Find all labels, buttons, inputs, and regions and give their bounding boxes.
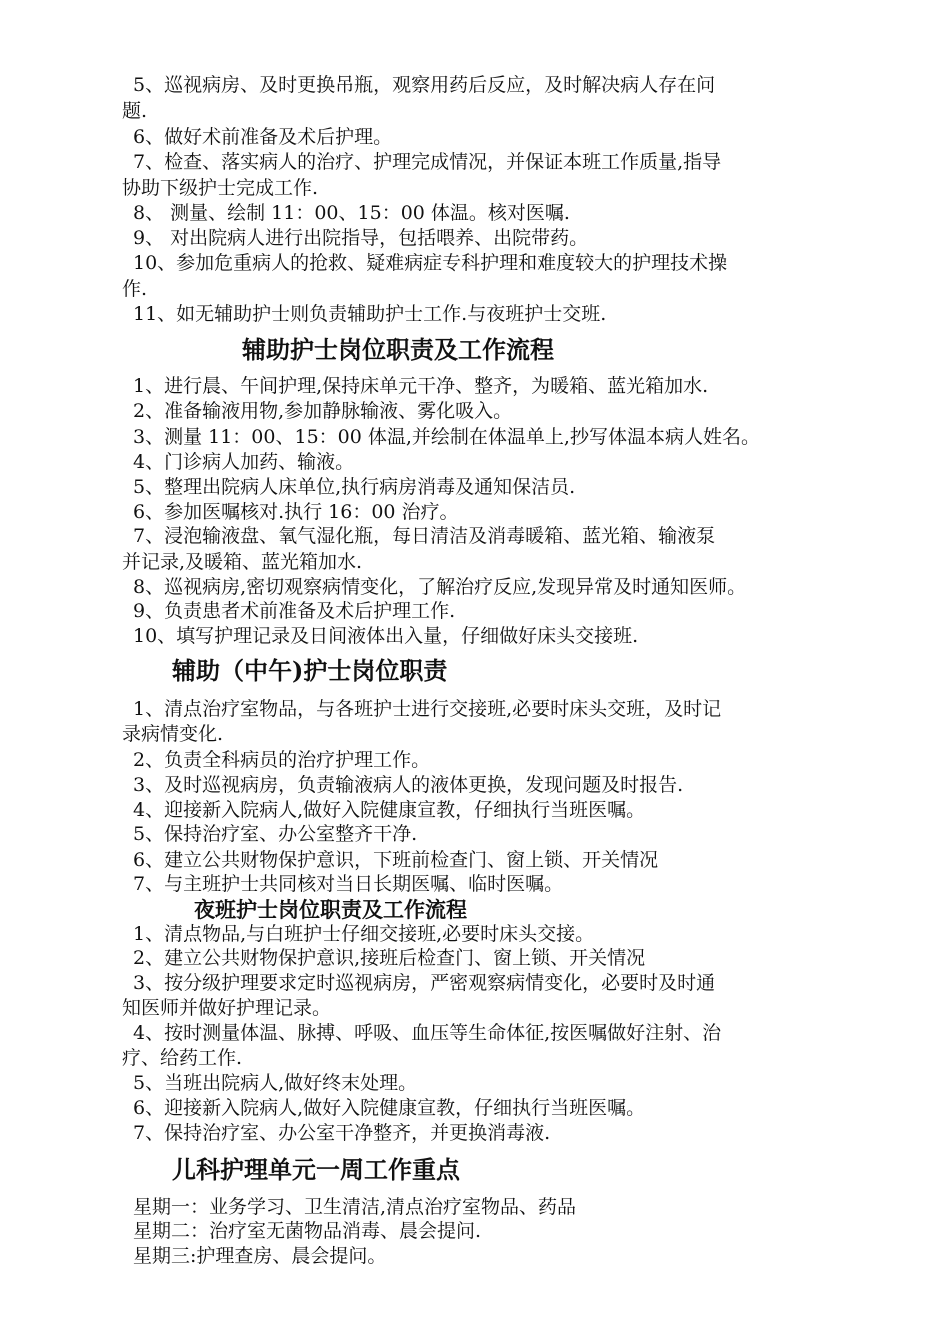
list-item: 4、门诊病人加药、输液。 (133, 451, 355, 473)
list-item: 9、负责患者术前准备及术后护理工作. (133, 600, 456, 622)
list-item: 6、迎接新入院病人,做好入院健康宣教，仔细执行当班医嘱。 (133, 1097, 646, 1119)
list-item: 2、准备输液用物,参加静脉输液、雾化吸入。 (133, 400, 513, 422)
list-item: 作. (122, 278, 148, 300)
list-item: 5、巡视病房、及时更换吊瓶，观察用药后反应，及时解决病人存在问 (133, 74, 716, 96)
list-item: 6、做好术前准备及术后护理。 (133, 126, 393, 148)
list-item: 星期一：业务学习、卫生清洁,清点治疗室物品、药品 (133, 1196, 577, 1218)
list-item: 4、迎接新入院病人,做好入院健康宣教，仔细执行当班医嘱。 (133, 799, 646, 821)
list-item: 8、巡视病房,密切观察病情变化，了解治疗反应,发现异常及时通知医师。 (133, 576, 747, 598)
list-item: 7、保持治疗室、办公室干净整齐，并更换消毒液. (133, 1122, 551, 1144)
section-title: 辅助护士岗位职责及工作流程 (242, 335, 554, 364)
list-item: 协助下级护士完成工作. (122, 177, 319, 199)
list-item: 3、测量 11：00、15：00 体温,并绘制在体温单上,抄写体温本病人姓名。 (133, 426, 760, 448)
list-item: 8、 测量、绘制 11：00、15：00 体温。核对医嘱. (133, 202, 570, 224)
list-item: 1、进行晨、午间护理,保持床单元干净、整齐，为暖箱、蓝光箱加水. (133, 375, 709, 397)
list-item: 1、清点物品,与白班护士仔细交接班,必要时床头交接。 (133, 923, 595, 945)
list-item: 6、参加医嘱核对.执行 16：00 治疗。 (133, 501, 459, 523)
section-title: 儿科护理单元一周工作重点 (172, 1155, 460, 1184)
list-item: 6、建立公共财物保护意识，下班前检查门、窗上锁、开关情况 (133, 849, 659, 871)
list-item: 3、及时巡视病房，负责输液病人的液体更换，发现问题及时报告. (133, 774, 684, 796)
list-item: 7、浸泡输液盘、氧气湿化瓶，每日清洁及消毒暖箱、蓝光箱、输液泵 (133, 525, 716, 547)
list-item: 录病情变化. (122, 723, 224, 745)
list-item: 10、参加危重病人的抢救、疑难病症专科护理和难度较大的护理技术操 (133, 252, 728, 274)
list-item: 疗、给药工作. (122, 1047, 243, 1069)
list-item: 7、检查、落实病人的治疗、护理完成情况，并保证本班工作质量,指导 (133, 151, 722, 173)
list-item: 5、整理出院病人床单位,执行病房消毒及通知保洁员. (133, 476, 576, 498)
section-title: 辅助（中午)护士岗位职责 (172, 656, 448, 685)
list-item: 2、负责全科病员的治疗护理工作。 (133, 749, 431, 771)
list-item: 知医师并做好护理记录。 (122, 997, 332, 1019)
list-item: 星期二：治疗室无菌物品消毒、晨会提问. (133, 1220, 482, 1242)
list-item: 题. (122, 100, 148, 122)
list-item: 并记录,及暖箱、蓝光箱加水. (122, 551, 363, 573)
list-item: 5、当班出院病人,做好终末处理。 (133, 1072, 418, 1094)
list-item: 星期三:护理查房、晨会提问。 (133, 1245, 387, 1267)
list-item: 1、清点治疗室物品，与各班护士进行交接班,必要时床头交班，及时记 (133, 698, 722, 720)
list-item: 9、 对出院病人进行出院指导，包括喂养、出院带药。 (133, 227, 589, 249)
section-title: 夜班护士岗位职责及工作流程 (194, 897, 467, 922)
list-item: 2、建立公共财物保护意识,接班后检查门、窗上锁、开关情况 (133, 947, 646, 969)
list-item: 5、保持治疗室、办公室整齐干净. (133, 823, 418, 845)
list-item: 7、与主班护士共同核对当日长期医嘱、临时医嘱。 (133, 873, 564, 895)
list-item: 10、填写护理记录及日间液体出入量，仔细做好床头交接班. (133, 625, 639, 647)
list-item: 4、按时测量体温、脉搏、呼吸、血压等生命体征,按医嘱做好注射、治 (133, 1022, 722, 1044)
list-item: 3、按分级护理要求定时巡视病房，严密观察病情变化，必要时及时通 (133, 972, 716, 994)
list-item: 11、如无辅助护士则负责辅助护士工作.与夜班护士交班. (133, 303, 607, 325)
